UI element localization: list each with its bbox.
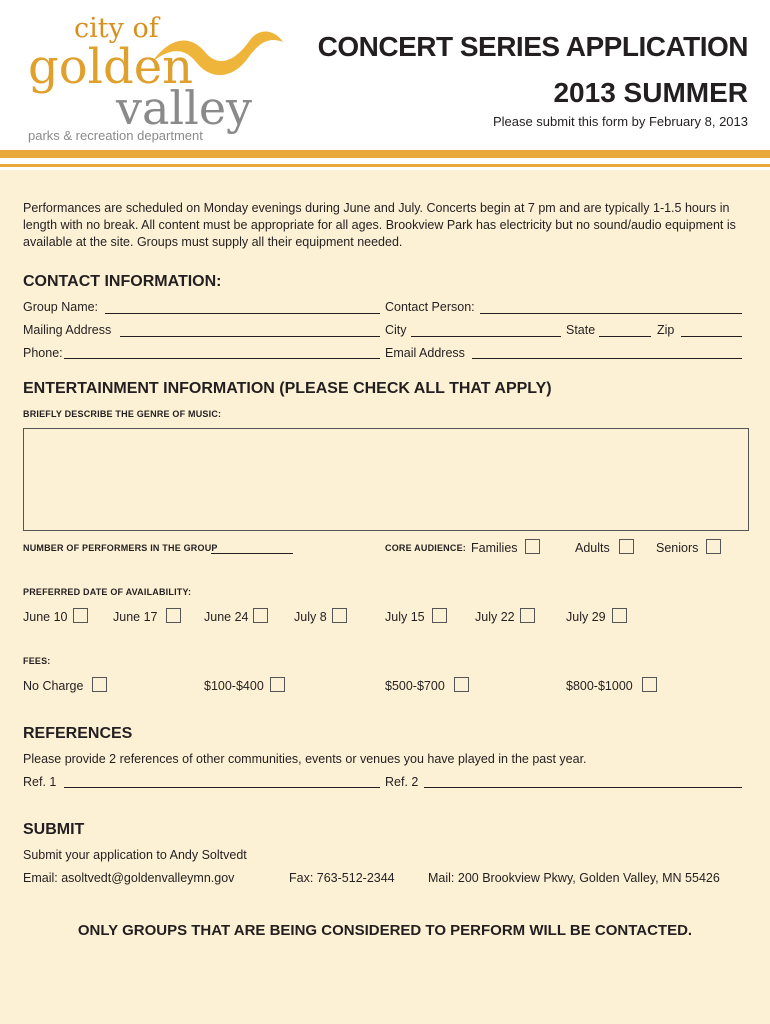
entertainment-heading: ENTERTAINMENT INFORMATION (PLEASE CHECK ALL THAT APPLY) (23, 380, 552, 397)
audience-families-label: Families (471, 541, 518, 555)
date-option-label: July 8 (294, 610, 327, 624)
references-instructions: Please provide 2 references of other communities, events or venues you have played in the past year. (23, 752, 587, 766)
phone-label: Phone: (23, 346, 63, 360)
date-option-label: July 22 (475, 610, 515, 624)
logo-city-of: city of (74, 13, 159, 44)
fee-option-label: No Charge (23, 679, 84, 693)
dates-label: PREFERRED DATE OF AVAILABILITY: (23, 587, 192, 597)
date-july-15-checkbox[interactable] (432, 608, 447, 623)
contact-heading: CONTACT INFORMATION: (23, 273, 222, 290)
fee-option-label: $500-$700 (385, 679, 445, 693)
zip-field[interactable] (681, 336, 742, 337)
logo-golden: golden (28, 39, 194, 95)
references-heading: REFERENCES (23, 725, 133, 742)
ref2-label: Ref. 2 (385, 775, 419, 789)
group-name-label: Group Name: (23, 300, 99, 314)
email-field[interactable] (472, 358, 742, 359)
group-name-field[interactable] (105, 313, 380, 314)
fee-100-400-checkbox[interactable] (270, 677, 285, 692)
email-label: Email Address (385, 346, 465, 360)
ref2-field[interactable] (424, 787, 742, 788)
logo-department: parks & recreation department (28, 128, 203, 143)
fees-label: FEES: (23, 656, 51, 666)
city-field[interactable] (411, 336, 561, 337)
date-option-label: June 10 (23, 610, 68, 624)
city-logo (0, 0, 300, 150)
mailing-address-label: Mailing Address (23, 323, 112, 337)
date-option-label: June 24 (204, 610, 249, 624)
intro-paragraph: Performances are scheduled on Monday evenings during June and July. Concerts begin at 7 pm and are typically 1-1.5 hours in length with no break. All content must be appropriate for all ages. Brookview Park has electricity but no sound/audio equipment is available at the site. Groups must supply all their equipment needed. (23, 201, 736, 249)
contact-person-label: Contact Person: (385, 300, 475, 314)
form-subtitle: 2013 SUMMER (553, 77, 748, 108)
header-divider-thin (0, 164, 770, 167)
zip-label: Zip (657, 323, 675, 337)
audience-adults-checkbox[interactable] (619, 539, 634, 554)
date-option-label: July 29 (566, 610, 606, 624)
performers-field[interactable] (211, 553, 293, 554)
submission-deadline: Please submit this form by February 8, 2013 (492, 114, 748, 129)
date-option-label: June 17 (113, 610, 158, 624)
date-july-8-checkbox[interactable] (332, 608, 347, 623)
ref1-label: Ref. 1 (23, 775, 57, 789)
audience-adults-label: Adults (575, 541, 610, 555)
date-june-17-checkbox[interactable] (166, 608, 181, 623)
date-july-29-checkbox[interactable] (612, 608, 627, 623)
state-field[interactable] (599, 336, 651, 337)
submit-fax: Fax: 763-512-2344 (289, 871, 395, 885)
header-divider-thick (0, 150, 770, 158)
performers-label: NUMBER OF PERFORMERS IN THE GROUP (23, 543, 218, 553)
phone-field[interactable] (64, 358, 380, 359)
mailing-address-field[interactable] (120, 336, 380, 337)
fee-option-label: $100-$400 (204, 679, 264, 693)
submit-instructions: Submit your application to Andy Soltvedt (23, 848, 247, 862)
genre-description-box[interactable] (23, 428, 749, 531)
form-title: CONCERT SERIES APPLICATION (317, 31, 748, 62)
audience-seniors-checkbox[interactable] (706, 539, 721, 554)
genre-prompt: BRIEFLY DESCRIBE THE GENRE OF MUSIC: (23, 409, 222, 419)
date-option-label: July 15 (385, 610, 425, 624)
date-june-24-checkbox[interactable] (253, 608, 268, 623)
core-audience-label: CORE AUDIENCE: (385, 543, 466, 553)
date-july-22-checkbox[interactable] (520, 608, 535, 623)
closing-notice: ONLY GROUPS THAT ARE BEING CONSIDERED TO PERFORM WILL BE CONTACTED. (77, 922, 693, 939)
fee-option-label: $800-$1000 (566, 679, 633, 693)
ref1-field[interactable] (64, 787, 380, 788)
state-label: State (566, 323, 596, 337)
contact-person-field[interactable] (480, 313, 742, 314)
fee-800-1000-checkbox[interactable] (642, 677, 657, 692)
submit-mail: Mail: 200 Brookview Pkwy, Golden Valley, MN 55426 (428, 871, 720, 885)
audience-families-checkbox[interactable] (525, 539, 540, 554)
fee-no-charge-checkbox[interactable] (92, 677, 107, 692)
submit-email: Email: asoltvedt@goldenvalleymn.gov (23, 871, 235, 885)
submit-heading: SUBMIT (23, 821, 85, 838)
audience-seniors-label: Seniors (656, 541, 699, 555)
fee-500-700-checkbox[interactable] (454, 677, 469, 692)
city-label: City (385, 323, 407, 337)
logo-valley: valley (116, 81, 253, 135)
date-june-10-checkbox[interactable] (73, 608, 88, 623)
